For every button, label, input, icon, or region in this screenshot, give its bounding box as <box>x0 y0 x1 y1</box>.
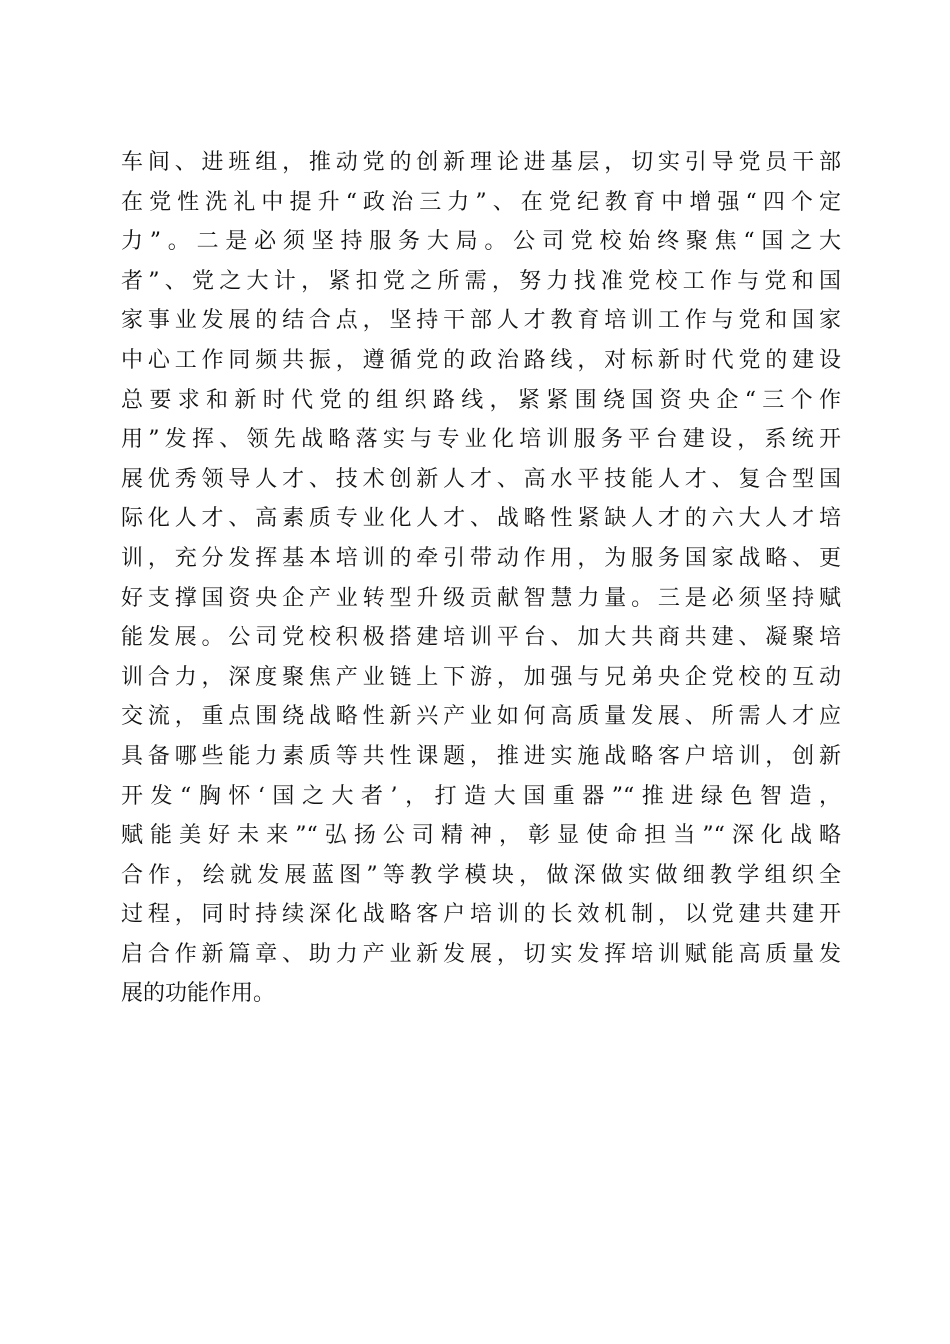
text-line: 用”发挥、领先战略落实与专业化培训服务平台建设，系统开 <box>121 427 841 453</box>
body-paragraph <box>121 143 841 1014</box>
text-line: 具备哪些能力素质等共性课题，推进实施战略客户培训，创新 <box>121 743 841 769</box>
text-line: 车间、进班组，推动党的创新理论进基层，切实引导党员干部 <box>121 150 841 175</box>
text-line: 好支撑国资央企产业转型升级贡献智慧力量。三是必须坚持赋 <box>121 585 841 611</box>
text-line: 训合力，深度聚焦产业链上下游，加强与兄弟央企党校的互动 <box>121 664 841 690</box>
text-line: 赋能美好未来”“弘扬公司精神，彰显使命担当”“深化战略 <box>121 823 841 849</box>
text-line: 者”、党之大计，紧扣党之所需，努力找准党校工作与党和国 <box>121 268 841 294</box>
text-line: 际化人才、高素质专业化人才、战略性紧缺人才的六大人才培 <box>121 506 841 532</box>
text-line: 开发“胸怀‘国之大者’，打造大国重器”“推进绿色智造， <box>121 783 841 809</box>
text-line: 合作，绘就发展蓝图”等教学模块，做深做实做细教学组织全 <box>121 862 841 888</box>
text-line: 中心工作同频共振，遵循党的政治路线，对标新时代党的建设 <box>121 347 841 373</box>
text-line: 交流，重点围绕战略性新兴产业如何高质量发展、所需人才应 <box>121 704 841 730</box>
text-line: 力”。二是必须坚持服务大局。公司党校始终聚焦“国之大 <box>121 229 841 255</box>
text-line: 过程，同时持续深化战略客户培训的长效机制，以党建共建开 <box>121 902 841 928</box>
text-line: 展优秀领导人才、技术创新人才、高水平技能人才、复合型国 <box>121 466 841 492</box>
text-line: 训，充分发挥基本培训的牵引带动作用，为服务国家战略、更 <box>121 545 841 571</box>
text-line: 展的功能作用。 <box>121 981 276 1007</box>
text-line: 家事业发展的结合点，坚持干部人才教育培训工作与党和国家 <box>121 308 841 334</box>
text-line: 启合作新篇章、助力产业新发展，切实发挥培训赋能高质量发 <box>121 941 841 967</box>
text-line: 总要求和新时代党的组织路线，紧紧围绕国资央企“三个作 <box>121 387 841 413</box>
text-line: 在党性洗礼中提升“政治三力”、在党纪教育中增强“四个定 <box>121 189 841 215</box>
text-line: 能发展。公司党校积极搭建培训平台、加大共商共建、凝聚培 <box>121 625 841 651</box>
